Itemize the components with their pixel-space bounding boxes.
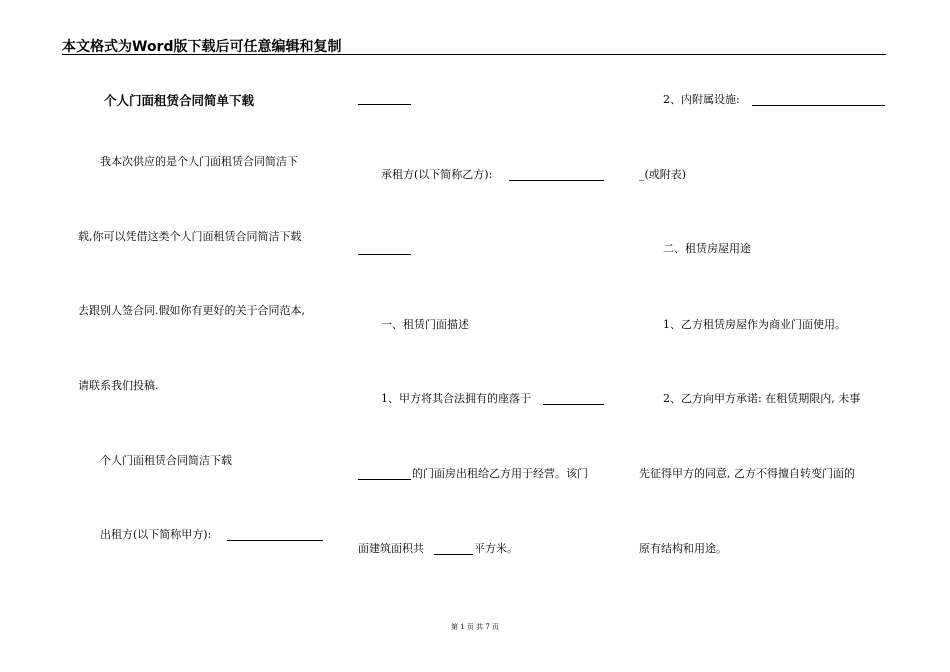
paragraph-line: 面建筑面积共 [358, 542, 424, 555]
paragraph-line: 的门面房出租给乙方用于经营。该门 [412, 467, 588, 480]
blank-line [358, 104, 411, 105]
facilities-blank-line [752, 105, 885, 106]
paragraph-line: 去跟别人签合同.假如你有更好的关于合同范本, [78, 304, 305, 317]
paragraph-line: 原有结构和用途。 [639, 542, 727, 555]
lessee-field-label: 承租方(以下简称乙方): [381, 168, 493, 181]
paragraph-line: 我本次供应的是个人门面租赁合同简洁下 [100, 155, 298, 168]
paragraph-line: 1、乙方租赁房屋作为商业门面使用。 [663, 318, 846, 331]
facilities-field-label: 2、内附属设施: [663, 93, 740, 106]
paragraph-line: 2、乙方向甲方承诺: 在租赁期限内, 未事 [663, 392, 861, 405]
page-number: 第 1 页 共 7 页 [450, 623, 500, 631]
area-blank-line [434, 554, 473, 555]
header-divider [62, 54, 886, 55]
blank-line [358, 254, 411, 255]
paragraph-line: 先征得甲方的同意, 乙方不得擅自转变门面的 [639, 467, 855, 480]
section-heading: 二、租赁房屋用途 [663, 242, 751, 255]
lessor-field-label: 出租方(以下简称甲方): [100, 528, 212, 541]
paragraph-line: 载,你可以凭借这类个人门面租赁合同简洁下载 [78, 230, 302, 243]
paragraph-line: 1、甲方将其合法拥有的座落于 [381, 392, 531, 405]
lessee-blank-line [509, 180, 604, 181]
paragraph-line: _(或附表) [639, 168, 687, 181]
lessor-blank-line [227, 540, 323, 541]
document-title: 个人门面租赁合同简单下载 [104, 93, 255, 108]
location-blank-line [543, 404, 604, 405]
blank-line [358, 479, 411, 480]
paragraph-line: 请联系我们投稿. [78, 379, 159, 392]
paragraph-line: 个人门面租赁合同简洁下载 [100, 454, 232, 467]
document-header: 本文格式为Word版下载后可任意编辑和复制 [62, 39, 342, 55]
section-heading: 一、租赁门面描述 [381, 318, 469, 331]
paragraph-line: 平方米。 [474, 542, 518, 555]
